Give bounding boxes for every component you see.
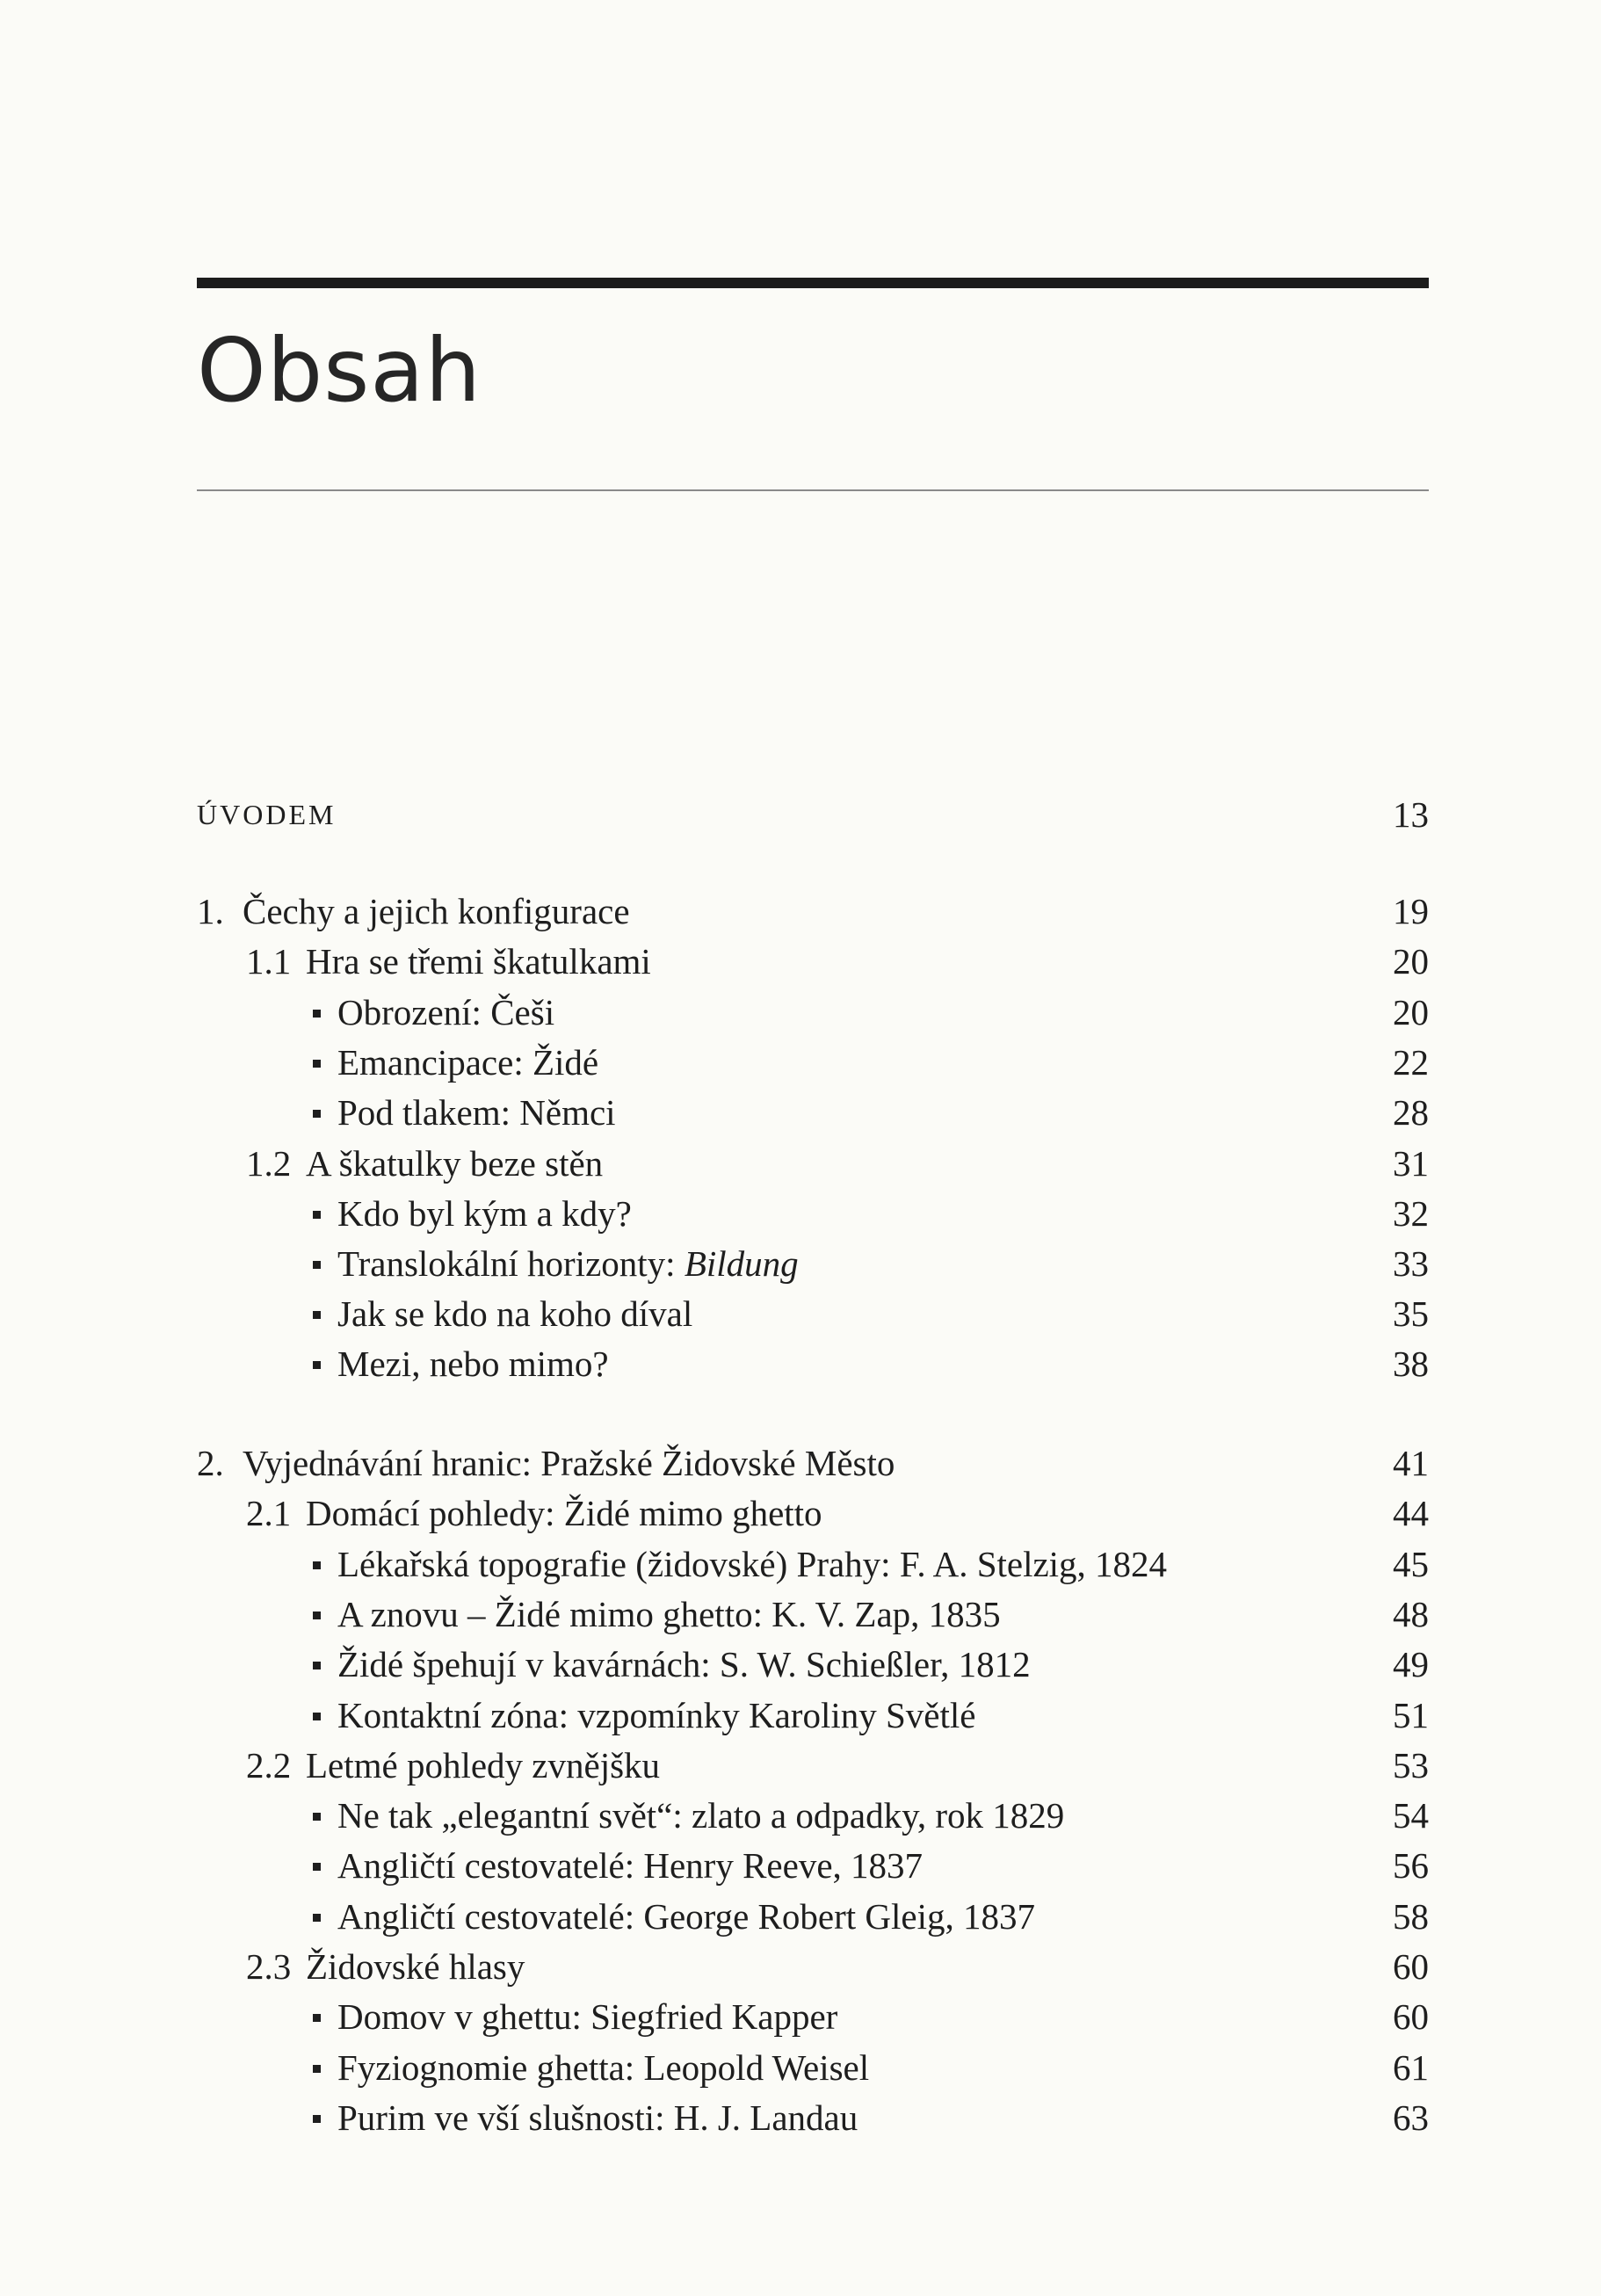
chapter-number: 1. <box>197 891 224 931</box>
toc-subentry[interactable] <box>197 1841 1429 1890</box>
bullet-icon <box>313 1060 321 1068</box>
toc-label: Domov v ghettu: Siegfried Kapper <box>337 1996 838 2037</box>
top-rule <box>197 278 1429 288</box>
toc-subentry[interactable] <box>197 1239 1429 1288</box>
bullet-icon <box>313 1010 321 1018</box>
bullet-icon <box>313 2065 321 2073</box>
toc-page-number: 54 <box>1393 1795 1429 1836</box>
toc-page-number: 20 <box>1393 941 1429 981</box>
toc-label: Purim ve vší slušnosti: H. J. Landau <box>337 2097 858 2138</box>
toc-page-number: 32 <box>1393 1193 1429 1234</box>
toc-section-1-2[interactable] <box>197 1139 1429 1188</box>
section-number: 2.1 <box>246 1493 292 1533</box>
toc-page-number: 61 <box>1393 2047 1429 2088</box>
toc-page-number: 38 <box>1393 1344 1429 1384</box>
bullet-icon <box>313 1863 321 1871</box>
chapter-number: 2. <box>197 1443 224 1483</box>
bullet-icon <box>313 1261 321 1269</box>
toc-page-number: 35 <box>1393 1293 1429 1334</box>
toc-label: Letmé pohledy zvnějšku <box>306 1745 661 1785</box>
bullet-icon <box>313 1612 321 1619</box>
toc-page-number: 28 <box>1393 1092 1429 1133</box>
toc-subentry[interactable] <box>197 2093 1429 2142</box>
toc-label: Domácí pohledy: Židé mimo ghetto <box>306 1493 822 1533</box>
toc-label: Kontaktní zóna: vzpomínky Karoliny Světlé <box>337 1695 976 1735</box>
toc-subentry[interactable] <box>197 1892 1429 1941</box>
toc-page-number: 33 <box>1393 1243 1429 1284</box>
toc-label-text: Translokální horizonty: <box>337 1243 685 1284</box>
toc-page-number: 60 <box>1393 1946 1429 1987</box>
page-title: Obsah <box>197 319 482 422</box>
toc-label: Hra se třemi škatulkami <box>306 941 651 981</box>
toc-subentry[interactable] <box>197 1038 1429 1087</box>
toc-page-number: 63 <box>1393 2097 1429 2138</box>
toc-subentry[interactable] <box>197 1339 1429 1388</box>
toc-label: Kdo byl kým a kdy? <box>337 1193 632 1234</box>
title-divider <box>197 489 1429 491</box>
bullet-icon <box>313 1561 321 1569</box>
toc-page-number: 45 <box>1393 1544 1429 1584</box>
section-number: 2.2 <box>246 1745 292 1785</box>
toc-label: Angličtí cestovatelé: Henry Reeve, 1837 <box>337 1845 924 1886</box>
toc-page-number: 51 <box>1393 1695 1429 1735</box>
toc-subentry[interactable] <box>197 1791 1429 1840</box>
toc-label: ÚVODEM <box>197 799 337 830</box>
toc-label: A škatulky beze stěn <box>306 1143 604 1184</box>
toc-label: Pod tlakem: Němci <box>337 1092 616 1133</box>
toc-page-number: 20 <box>1393 992 1429 1032</box>
toc-page-number: 13 <box>1393 794 1429 835</box>
toc-section-2-1[interactable] <box>197 1488 1429 1538</box>
toc-label: Ne tak „elegantní svět“: zlato a odpadky, rok 1829 <box>337 1795 1065 1836</box>
toc-page-number: 48 <box>1393 1594 1429 1634</box>
bullet-icon <box>313 1311 321 1319</box>
toc-label: Židovské hlasy <box>306 1946 525 1987</box>
toc-subentry[interactable] <box>197 1539 1429 1589</box>
toc-subentry[interactable] <box>197 1289 1429 1338</box>
toc-label: Židé špehují v kavárnách: S. W. Schießler, 1812 <box>337 1644 1031 1684</box>
toc-page-number: 19 <box>1393 891 1429 931</box>
toc-label: A znovu – Židé mimo ghetto: K. V. Zap, 1835 <box>337 1594 1001 1634</box>
bullet-icon <box>313 1914 321 1922</box>
section-number: 1.2 <box>246 1143 292 1184</box>
toc-label-italic: Bildung <box>684 1243 799 1284</box>
toc-label: Angličtí cestovatelé: George Robert Gleig, 1837 <box>337 1896 1035 1937</box>
toc-subentry[interactable] <box>197 1590 1429 1639</box>
toc-subentry[interactable] <box>197 1189 1429 1238</box>
toc-section-2-2[interactable] <box>197 1741 1429 1790</box>
section-number: 2.3 <box>246 1946 292 1987</box>
toc-page-number: 22 <box>1393 1042 1429 1083</box>
bullet-icon <box>313 1110 321 1118</box>
toc-subentry[interactable] <box>197 1640 1429 1689</box>
toc-chapter-1[interactable] <box>197 887 1429 936</box>
toc-subentry[interactable] <box>197 2043 1429 2092</box>
toc-label: Vyjednávání hranic: Pražské Židovské Město <box>243 1443 895 1483</box>
toc-page-number: 56 <box>1393 1845 1429 1886</box>
toc-subentry[interactable] <box>197 1088 1429 1137</box>
toc-label: Lékařská topografie (židovské) Prahy: F. A. Stelzig, 1824 <box>337 1544 1168 1584</box>
toc-label: Obrození: Češi <box>337 992 555 1032</box>
toc-label: Emancipace: Židé <box>337 1042 599 1083</box>
toc-page-number: 60 <box>1393 1996 1429 2037</box>
toc-page-number: 41 <box>1393 1443 1429 1483</box>
toc-label: Čechy a jejich konfigurace <box>243 891 630 931</box>
bullet-icon <box>313 1361 321 1369</box>
section-number: 1.1 <box>246 941 292 981</box>
toc-page-number: 53 <box>1393 1745 1429 1785</box>
toc-label: Fyziognomie ghetta: Leopold Weisel <box>337 2047 870 2088</box>
toc-page-number: 44 <box>1393 1493 1429 1533</box>
toc-entry-intro[interactable] <box>197 790 1429 839</box>
toc-section-1-1[interactable] <box>197 937 1429 986</box>
toc-chapter-2[interactable] <box>197 1438 1429 1488</box>
bullet-icon <box>313 2014 321 2022</box>
bullet-icon <box>313 1211 321 1219</box>
bullet-icon <box>313 1813 321 1821</box>
bullet-icon <box>313 1662 321 1669</box>
bullet-icon <box>313 1713 321 1720</box>
toc-subentry[interactable] <box>197 988 1429 1037</box>
toc-label: Jak se kdo na koho díval <box>337 1293 693 1334</box>
toc-page-number: 49 <box>1393 1644 1429 1684</box>
toc-section-2-3[interactable] <box>197 1942 1429 1991</box>
toc-label <box>337 1239 799 1288</box>
toc-subentry[interactable] <box>197 1992 1429 2041</box>
toc-subentry[interactable] <box>197 1691 1429 1740</box>
toc-page-number: 31 <box>1393 1143 1429 1184</box>
toc-label: Mezi, nebo mimo? <box>337 1344 609 1384</box>
bullet-icon <box>313 2115 321 2123</box>
toc-page-number: 58 <box>1393 1896 1429 1937</box>
